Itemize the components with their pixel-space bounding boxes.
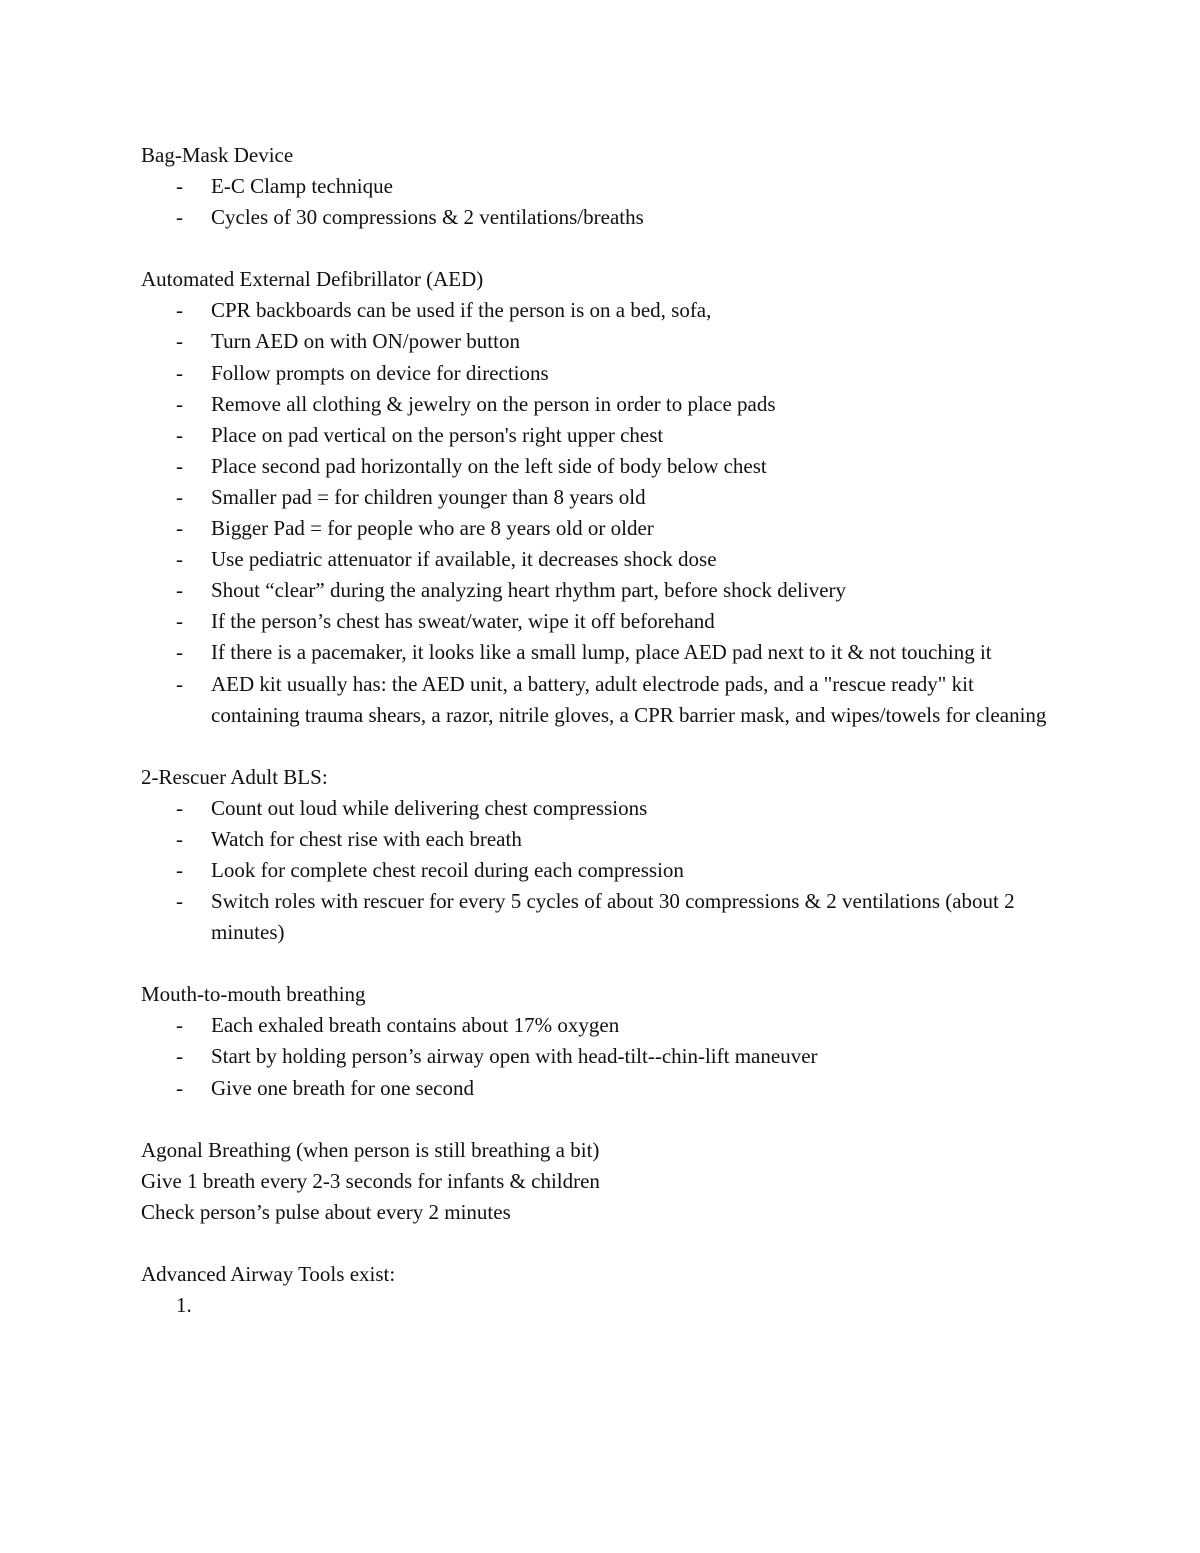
bullet-list <box>141 295 1061 730</box>
list-item <box>141 606 1061 637</box>
dash-bullet: - <box>176 329 183 354</box>
list-item-text: Follow prompts on device for directions <box>211 360 549 385</box>
dash-bullet: - <box>176 298 183 323</box>
text-line: Check person’s pulse about every 2 minutes <box>141 1199 511 1224</box>
list-item <box>141 793 1061 824</box>
list-item-text: Switch roles with rescuer for every 5 cycles of about 30 compressions & 2 ventilations (about 2 minutes) <box>211 889 1015 945</box>
list-item <box>141 482 1061 513</box>
dash-bullet: - <box>176 889 183 914</box>
list-item <box>141 202 1061 233</box>
list-item <box>141 326 1061 357</box>
list-item-text: CPR backboards can be used if the person is on a bed, sofa, <box>211 298 712 323</box>
list-item <box>141 171 1061 202</box>
dash-bullet: - <box>176 391 183 416</box>
dash-bullet: - <box>176 516 183 541</box>
section-agonal-breathing <box>141 1135 1061 1228</box>
dash-bullet: - <box>176 640 183 665</box>
list-item-text: If the person’s chest has sweat/water, wipe it off beforehand <box>211 609 715 634</box>
bullet-list <box>141 1010 1061 1103</box>
list-item <box>141 358 1061 389</box>
list-item-text: Use pediatric attenuator if available, it decreases shock dose <box>211 547 717 572</box>
list-item-text: E-C Clamp technique <box>211 174 393 199</box>
list-item-text: Count out loud while delivering chest compressions <box>211 795 648 820</box>
list-item-text: AED kit usually has: the AED unit, a battery, adult electrode pads, and a "rescue ready" kit containing trauma shears, a razor, nitrile gloves, a CPR barrier mask, and wipes/towels for cleaning <box>211 671 1047 727</box>
dash-bullet: - <box>176 360 183 385</box>
list-item <box>141 513 1061 544</box>
dash-bullet: - <box>176 484 183 509</box>
list-item-text: Place on pad vertical on the person's right upper chest <box>211 422 664 447</box>
dash-bullet: - <box>176 609 183 634</box>
list-item <box>141 1010 1061 1041</box>
list-item <box>141 669 1061 731</box>
list-item-text: Watch for chest rise with each breath <box>211 826 522 851</box>
list-item-text: Start by holding person’s airway open with head-tilt--chin-lift maneuver <box>211 1044 818 1069</box>
list-item-text: Look for complete chest recoil during each compression <box>211 857 684 882</box>
list-item-text: Cycles of 30 compressions & 2 ventilations/breaths <box>211 205 644 230</box>
dash-bullet: - <box>176 1013 183 1038</box>
dash-bullet: - <box>176 578 183 603</box>
list-item-text: Place second pad horizontally on the left side of body below chest <box>211 453 767 478</box>
list-item <box>141 637 1061 668</box>
list-item <box>141 575 1061 606</box>
dash-bullet: - <box>176 795 183 820</box>
list-item <box>141 420 1061 451</box>
dash-bullet: - <box>176 671 183 696</box>
dash-bullet: - <box>176 1075 183 1100</box>
list-item <box>141 544 1061 575</box>
section-heading: 2-Rescuer Adult BLS: <box>141 764 328 789</box>
list-item <box>141 1041 1061 1072</box>
list-item <box>141 389 1061 420</box>
text-line: Give 1 breath every 2-3 seconds for infants & children <box>141 1168 600 1193</box>
dash-bullet: - <box>176 826 183 851</box>
text-line: Agonal Breathing (when person is still breathing a bit) <box>141 1137 600 1162</box>
list-item <box>141 886 1061 948</box>
section-advanced-airway <box>141 1259 1061 1317</box>
dash-bullet: - <box>176 453 183 478</box>
list-item <box>141 295 1061 326</box>
dash-bullet: - <box>176 1044 183 1069</box>
dash-bullet: - <box>176 422 183 447</box>
section-heading: Mouth-to-mouth breathing <box>141 982 366 1007</box>
section-heading: Bag-Mask Device <box>141 143 294 167</box>
list-item <box>141 1073 1061 1104</box>
list-item-text: Smaller pad = for children younger than 8 years old <box>211 484 646 509</box>
list-item <box>141 451 1061 482</box>
section-heading: Advanced Airway Tools exist: <box>141 1261 396 1286</box>
dash-bullet: - <box>176 547 183 572</box>
number-marker: 1. <box>176 1293 192 1317</box>
dash-bullet: - <box>176 174 183 199</box>
list-item-text: Shout “clear” during the analyzing heart rhythm part, before shock delivery <box>211 578 847 603</box>
section-mouth-to-mouth <box>141 979 1061 1103</box>
list-item-text: Turn AED on with ON/power button <box>211 329 520 354</box>
list-item-text: Remove all clothing & jewelry on the person in order to place pads <box>211 391 776 416</box>
list-item <box>141 824 1061 855</box>
section-bag-mask <box>141 140 1061 233</box>
section-aed <box>141 264 1061 730</box>
section-heading: Automated External Defibrillator (AED) <box>141 267 484 292</box>
bullet-list <box>141 171 1061 233</box>
list-item-text: Bigger Pad = for people who are 8 years old or older <box>211 516 654 541</box>
bullet-list <box>141 793 1061 948</box>
dash-bullet: - <box>176 205 183 230</box>
document-body <box>141 140 1061 1321</box>
list-item-text: Each exhaled breath contains about 17% oxygen <box>211 1013 620 1038</box>
list-item-text: Give one breath for one second <box>211 1075 474 1100</box>
list-item <box>141 855 1061 886</box>
section-two-rescuer-bls <box>141 762 1061 949</box>
dash-bullet: - <box>176 857 183 882</box>
list-item-text: If there is a pacemaker, it looks like a small lump, place AED pad next to it & not touching it <box>211 640 992 665</box>
